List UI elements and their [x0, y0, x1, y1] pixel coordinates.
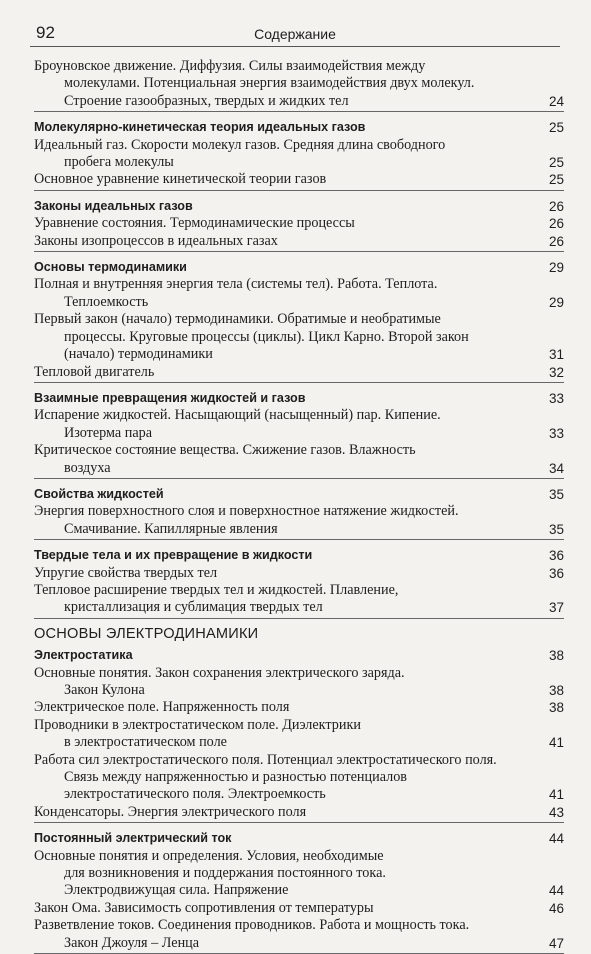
- toc-entry-line: Закон Джоуля – Ленца: [64, 934, 200, 951]
- toc-page-number: 41: [548, 787, 564, 803]
- toc-heading-entry: [34, 259, 564, 276]
- toc-entry: [34, 233, 564, 250]
- toc-entry: [34, 407, 564, 442]
- toc-page-number: 25: [548, 120, 564, 136]
- toc-entry-line: Первый закон (начало) термодинамики. Обратимые и необратимые: [34, 311, 441, 328]
- toc-entry-line: для возникновения и поддержания постоянного тока.: [64, 865, 386, 882]
- toc-entry-line: электростатического поля. Электроемкость: [64, 786, 326, 803]
- toc-page-number: 31: [548, 347, 564, 363]
- toc-page-number: 44: [548, 831, 564, 847]
- toc-part-molecular: [34, 58, 564, 619]
- toc-entry-line: Связь между напряженностью и разностью потенциалов: [64, 769, 407, 786]
- toc-page-number: 37: [548, 600, 564, 616]
- toc-entry-line: Идеальный газ. Скорости молекул газов. Средняя длина свободного: [34, 136, 446, 153]
- toc-heading-text: Основы термодинамики: [34, 260, 187, 275]
- toc-page-number: 41: [548, 735, 564, 751]
- toc-entry-line: Строение газообразных, твердых и жидких тел: [64, 92, 349, 109]
- toc-entry: [34, 58, 564, 110]
- toc-page-number: 43: [548, 804, 564, 820]
- toc-page-number: 26: [548, 198, 564, 214]
- toc-entry: [34, 804, 564, 821]
- toc-page-number: 33: [548, 425, 564, 441]
- toc-entry: [34, 503, 564, 538]
- toc-entry: [34, 900, 564, 917]
- toc-entry-line: Закон Кулона: [64, 682, 145, 698]
- toc-entry: [34, 311, 564, 363]
- toc-entry-line: Закон Ома. Зависимость сопротивления от температуры: [34, 899, 374, 916]
- toc-entry-line: Конденсаторы. Энергия электрического поля: [34, 803, 307, 820]
- toc-entry-line: кристаллизация и сублимация твердых тел: [64, 599, 323, 616]
- toc-entry-line: Электродвижущая сила. Напряжение: [64, 882, 289, 899]
- toc-entry-line: воздуха: [64, 459, 111, 476]
- toc-entry: [34, 848, 564, 900]
- toc-entry-line: Изотерма пара: [64, 424, 153, 441]
- toc-heading-entry: [34, 647, 564, 664]
- toc-entry: [34, 752, 564, 804]
- toc-page-number: 24: [548, 93, 564, 109]
- toc-entry: [34, 171, 564, 188]
- toc-entry: [34, 364, 564, 381]
- toc-entry-line: Уравнение состояния. Термодинамические процессы: [34, 215, 355, 232]
- toc-entry-line: Основные понятия и определения. Условия, необходимые: [34, 847, 384, 864]
- page-number: 92: [36, 23, 55, 42]
- toc-page-number: 35: [548, 486, 564, 502]
- toc-group: [34, 647, 564, 823]
- toc-page-number: 46: [548, 900, 564, 916]
- toc-entry-line: Смачивание. Капиллярные явления: [64, 520, 278, 537]
- toc-entry-line: Теплоемкость: [64, 293, 149, 310]
- toc-page-number: 34: [548, 460, 564, 476]
- toc-entry: [34, 565, 564, 582]
- toc-entry: [34, 215, 564, 232]
- toc-page-number: 38: [548, 700, 564, 716]
- toc-page-number: 38: [548, 683, 564, 698]
- toc-page-number: 32: [548, 364, 564, 380]
- toc-heading-text: Постоянный электрический ток: [34, 831, 232, 846]
- toc-heading-entry: [34, 390, 564, 407]
- toc-entry-line: Энергия поверхностного слоя и поверхностное натяжение жидкостей.: [34, 503, 459, 520]
- toc-entry-line: пробега молекулы: [64, 154, 174, 171]
- toc-page-number: 36: [548, 548, 564, 564]
- toc-entry-line: Работа сил электростатического поля. Потенциал электростатического поля.: [34, 751, 497, 768]
- toc-group: [34, 58, 564, 112]
- toc-entry: [34, 665, 564, 700]
- toc-entry-line: Проводники в электростатическом поле. Диэлектрики: [34, 716, 361, 733]
- toc-page-number: 26: [548, 233, 564, 249]
- toc-heading-entry: [34, 119, 564, 136]
- toc-heading-entry: [34, 486, 564, 503]
- toc-entry-line: в электростатическом поле: [64, 734, 227, 751]
- toc-entry: [34, 917, 564, 952]
- toc-entry: [34, 442, 564, 477]
- toc-entry-line: молекулами. Потенциальная энергия взаимодействия двух молекул.: [64, 75, 475, 92]
- toc-entry: [34, 582, 564, 617]
- toc-part-electrodynamics: [34, 647, 564, 954]
- table-of-contents: [34, 58, 564, 954]
- page-header: [30, 22, 560, 47]
- toc-heading-text: Свойства жидкостей: [34, 486, 164, 501]
- toc-entry: [34, 276, 564, 311]
- toc-page-number: 25: [548, 172, 564, 188]
- toc-page-number: 44: [548, 883, 564, 899]
- toc-heading-entry: [34, 198, 564, 215]
- toc-heading-text: Законы идеальных газов: [34, 198, 193, 213]
- toc-entry-line: Законы изопроцессов в идеальных газах: [34, 232, 278, 249]
- toc-entry-line: Основное уравнение кинетической теории газов: [34, 171, 327, 188]
- toc-entry-line: (начало) термодинамики: [64, 346, 213, 363]
- toc-entry-line: Критическое состояние вещества. Сжижение газов. Влажность: [34, 442, 416, 459]
- toc-entry: [34, 699, 564, 716]
- toc-entry-line: Полная и внутренняя энергия тела (системы тел). Работа. Теплота.: [34, 276, 438, 293]
- toc-entry-line: Тепловое расширение твердых тел и жидкостей. Плавление,: [34, 581, 399, 598]
- toc-page-number: 38: [548, 648, 564, 664]
- toc-entry: [34, 137, 564, 172]
- toc-heading-text: Электростатика: [34, 648, 133, 663]
- toc-group: [34, 830, 564, 954]
- toc-group: [34, 547, 564, 619]
- toc-entry-line: Электрическое поле. Напряженность поля: [34, 699, 290, 716]
- section-title: ОСНОВЫ ЭЛЕКТРОДИНАМИКИ: [34, 625, 259, 642]
- toc-entry-line: Упругие свойства твердых тел: [34, 564, 218, 581]
- toc-heading-text: Взаимные превращения жидкостей и газов: [34, 390, 306, 405]
- toc-page-number: 35: [548, 521, 564, 537]
- toc-group: [34, 390, 564, 479]
- toc-page-number: 33: [548, 390, 564, 406]
- toc-entry-line: Тепловой двигатель: [34, 363, 155, 380]
- toc-page-number: 36: [548, 565, 564, 581]
- toc-entry-line: Основные понятия. Закон сохранения электрического заряда.: [34, 664, 405, 681]
- toc-page-number: 47: [548, 935, 564, 951]
- toc-entry-line: процессы. Круговые процессы (циклы). Цикл Карно. Второй закон: [64, 328, 469, 345]
- toc-entry-line: Броуновское движение. Диффузия. Силы взаимодействия между: [34, 58, 426, 74]
- running-title: Содержание: [254, 26, 336, 42]
- toc-heading-entry: [34, 830, 564, 847]
- toc-group: [34, 259, 564, 383]
- toc-group: [34, 198, 564, 252]
- toc-page-number: 29: [548, 260, 564, 276]
- toc-entry-line: Испарение жидкостей. Насыщающий (насыщенный) пар. Кипение.: [34, 407, 441, 424]
- toc-heading-entry: [34, 547, 564, 564]
- toc-heading-text: Молекулярно-кинетическая теория идеальных газов: [34, 120, 366, 135]
- toc-entry-line: Разветвление токов. Соединения проводников. Работа и мощность тока.: [34, 917, 470, 934]
- toc-page-number: 26: [548, 216, 564, 232]
- toc-page-number: 29: [548, 294, 564, 310]
- toc-group: [34, 119, 564, 191]
- toc-group: [34, 486, 564, 540]
- toc-heading-text: Твердые тела и их превращение в жидкости: [34, 548, 313, 563]
- toc-entry: [34, 717, 564, 752]
- toc-page-number: 25: [548, 155, 564, 171]
